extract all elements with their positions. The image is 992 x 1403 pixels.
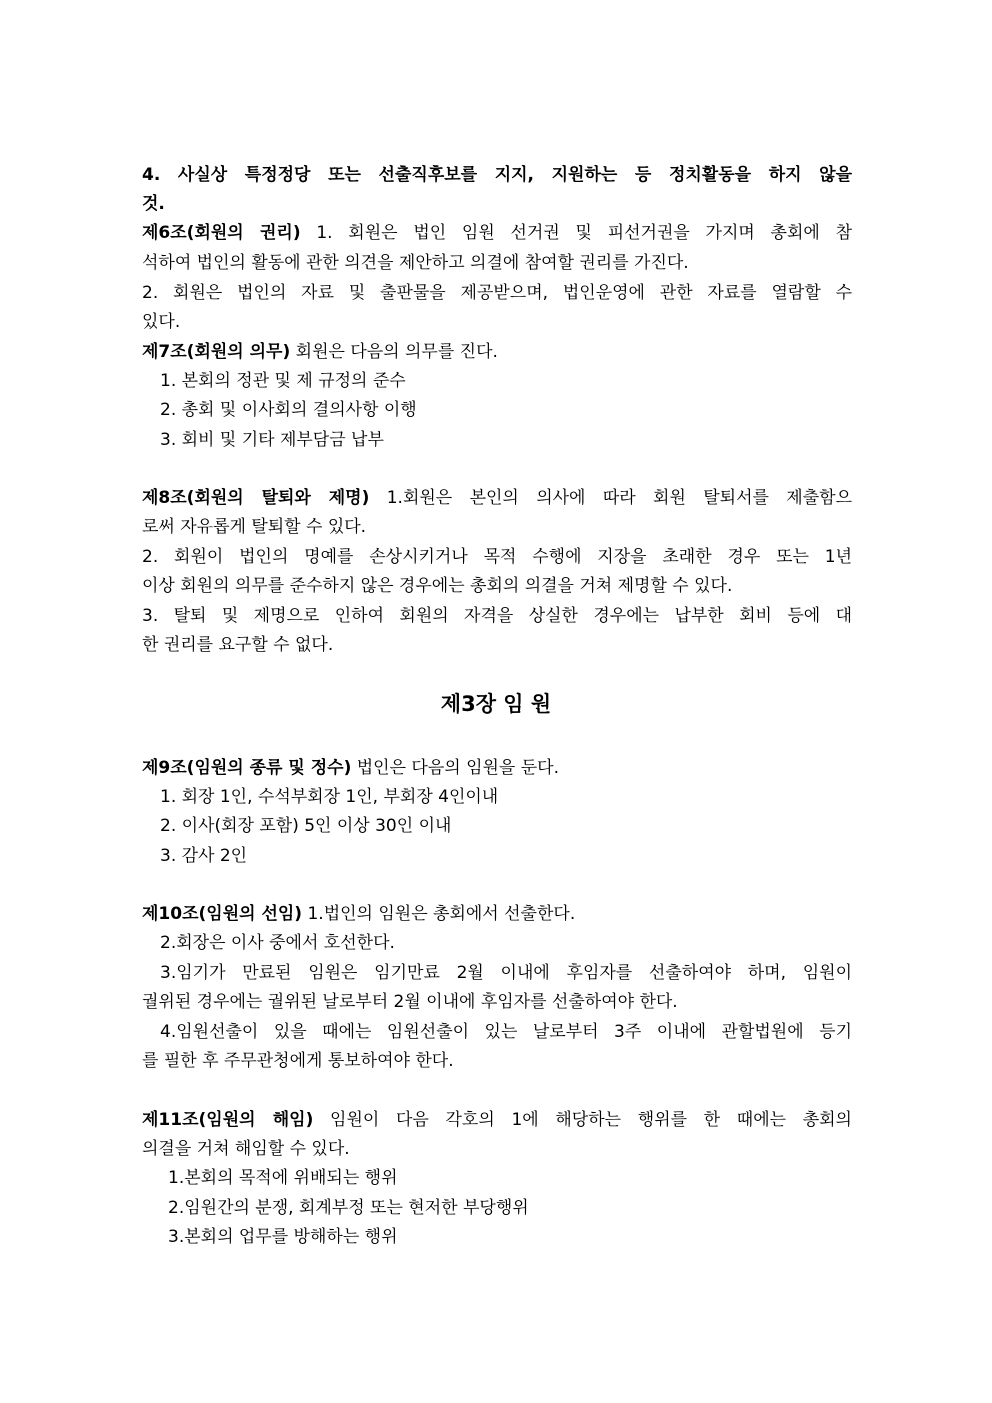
article-7-item-1: 1. 본회의 정관 및 제 규정의 준수 bbox=[160, 371, 406, 391]
clause-4-line-2: 것. bbox=[142, 194, 165, 214]
article-8-heading: 제8조(회원의 탈퇴와 제명) bbox=[142, 488, 370, 508]
article-6-line-2: 석하여 법인의 활동에 관한 의견을 제안하고 의결에 참여할 권리를 가진다. bbox=[142, 253, 689, 273]
article-10-item-4-line-2: 를 필한 후 주무관청에게 통보하여야 한다. bbox=[142, 1051, 454, 1071]
article-8-line-3: 2. 회원이 법인의 명예를 손상시키거나 목적 수행에 지장을 초래한 경우 또는 1년 bbox=[142, 547, 852, 567]
article-8-line-5: 3. 탈퇴 및 제명으로 인하여 회원의 자격을 상실한 경우에는 납부한 회비 등에 대 bbox=[142, 606, 852, 626]
article-9-item-1: 1. 회장 1인, 수석부회장 1인, 부회장 4인이내 bbox=[160, 787, 499, 807]
article-7-item-2: 2. 총회 및 이사회의 결의사항 이행 bbox=[160, 400, 417, 420]
article-7-text: 회원은 다음의 의무를 진다. bbox=[295, 342, 498, 362]
article-9-item-3: 3. 감사 2인 bbox=[160, 846, 248, 866]
article-8-text: 1.회원은 본인의 의사에 따라 회원 탈퇴서를 제출함으 bbox=[386, 488, 852, 508]
article-11-item-3: 3.본회의 업무를 방해하는 행위 bbox=[168, 1227, 398, 1247]
article-10-item-2: 2.회장은 이사 중에서 호선한다. bbox=[160, 933, 395, 953]
article-7-heading: 제7조(회원의 의무) bbox=[142, 342, 291, 362]
chapter-title: 제3장 임 원 bbox=[440, 692, 552, 716]
article-6-line-3: 2. 회원은 법인의 자료 및 출판물을 제공받으며, 법인운영에 관한 자료를 열람할 수 bbox=[142, 283, 852, 303]
article-11-line-2: 의결을 거쳐 해임할 수 있다. bbox=[142, 1139, 350, 1159]
article-10-item-3-line-1: 3.임기가 만료된 임원은 임기만료 2월 이내에 후임자를 선출하여야 하며, 임원이 bbox=[160, 963, 852, 983]
article-7-line-1 bbox=[142, 342, 852, 362]
article-9-text: 법인은 다음의 임원을 둔다. bbox=[356, 758, 560, 778]
article-10-item-4-line-1: 4.임원선출이 있을 때에는 임원선출이 있는 날로부터 3주 이내에 관할법원에 등기 bbox=[160, 1022, 852, 1042]
article-11-text: 임원이 다음 각호의 1에 해당하는 행위를 한 때에는 총회의 bbox=[330, 1110, 852, 1130]
article-11-item-1: 1.본회의 목적에 위배되는 행위 bbox=[168, 1168, 398, 1188]
article-8-line-2: 로써 자유롭게 탈퇴할 수 있다. bbox=[142, 517, 367, 537]
article-6-heading: 제6조(회원의 권리) bbox=[142, 223, 301, 243]
article-9-item-2: 2. 이사(회장 포함) 5인 이상 30인 이내 bbox=[160, 816, 452, 836]
article-7-item-3: 3. 회비 및 기타 제부담금 납부 bbox=[160, 430, 384, 450]
article-10-heading: 제10조(임원의 선임) bbox=[142, 904, 303, 924]
article-10-item-3-line-2: 궐위된 경우에는 궐위된 날로부터 2월 이내에 후임자를 선출하여야 한다. bbox=[142, 992, 678, 1012]
article-11-line-1 bbox=[142, 1110, 852, 1130]
article-11-item-2: 2.임원간의 분쟁, 회계부정 또는 현저한 부당행위 bbox=[168, 1198, 529, 1218]
clause-4-line-1: 4. 사실상 특정정당 또는 선출직후보를 지지, 지원하는 등 정치활동을 하지 않을 bbox=[142, 165, 852, 185]
article-8-line-4: 이상 회원의 의무를 준수하지 않은 경우에는 총회의 의결을 거쳐 제명할 수 있다. bbox=[142, 576, 733, 596]
article-8-line-1 bbox=[142, 488, 852, 508]
article-8-line-6: 한 권리를 요구할 수 없다. bbox=[142, 635, 334, 655]
article-10-line-1 bbox=[142, 904, 852, 924]
article-6-text: 1. 회원은 법인 임원 선거권 및 피선거권을 가지며 총회에 참 bbox=[316, 223, 852, 243]
article-6-line-1 bbox=[142, 223, 852, 243]
article-11-heading: 제11조(임원의 해임) bbox=[142, 1110, 314, 1130]
article-9-heading: 제9조(임원의 종류 및 정수) bbox=[142, 758, 352, 778]
article-6-line-4: 있다. bbox=[142, 312, 181, 332]
article-10-text: 1.법인의 임원은 총회에서 선출한다. bbox=[307, 904, 576, 924]
article-9-line-1 bbox=[142, 758, 852, 778]
